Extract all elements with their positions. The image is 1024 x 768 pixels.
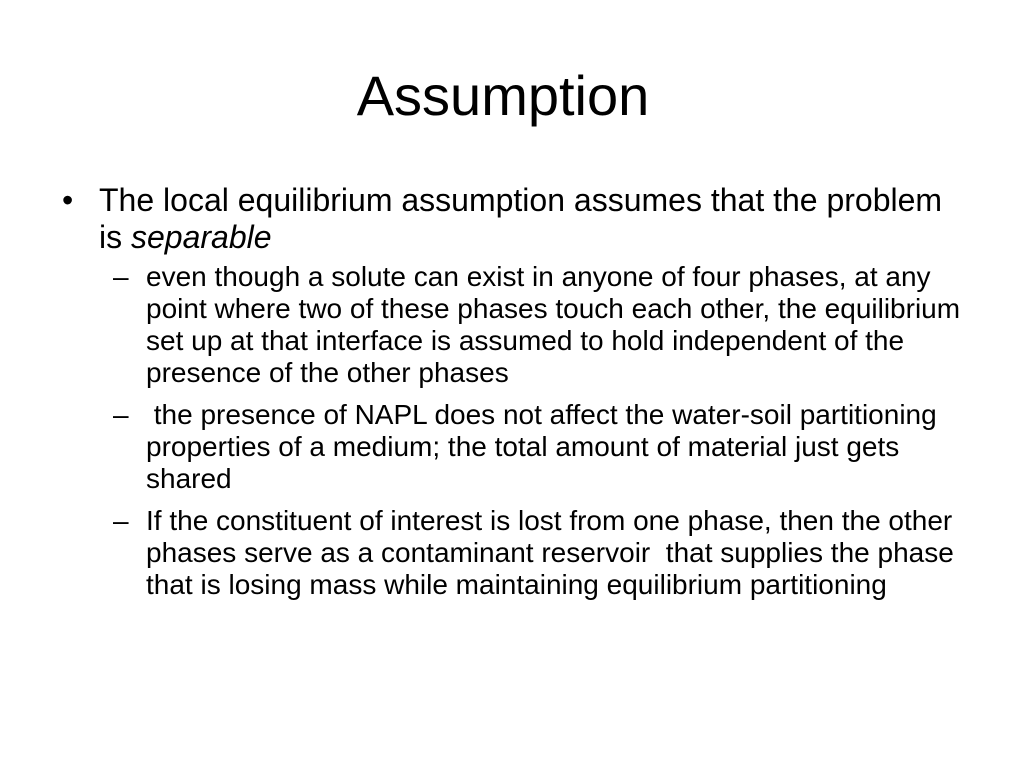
sub-bullet-text: If the constituent of interest is lost from one phase, then the other phases serve as a contaminant reservoir that supplies the phase that is losing mass while maintaining equilibrium partitioning [146,505,962,600]
bullet-list [62,182,972,611]
sub-bullet-item [99,399,972,495]
sub-bullet-item [99,261,972,389]
sub-bullet-marker: – [113,261,129,292]
slide-title: Assumption [356,64,650,127]
sub-bullet-text: the presence of NAPL does not affect the water-soil partitioning properties of a medium; the total amount of material just gets shared [146,399,945,494]
bullet-text [99,182,951,255]
sub-bullet-text: even though a solute can exist in anyone of four phases, at any point where two of these phases touch each other, the equilibrium set up at that interface is assumed to hold independent of the presence of the other phases [146,261,961,388]
bullet-text-main: The local equilibrium assumption assumes that the problem is [99,182,951,255]
bullet-item [62,182,972,601]
bullet-text-emphasis: separable [131,219,272,255]
sub-bullet-list [99,261,972,601]
bullet-marker: • [62,182,74,218]
sub-bullet-item [99,505,972,601]
sub-bullet-marker: – [113,505,129,536]
sub-bullet-marker: – [113,399,129,430]
